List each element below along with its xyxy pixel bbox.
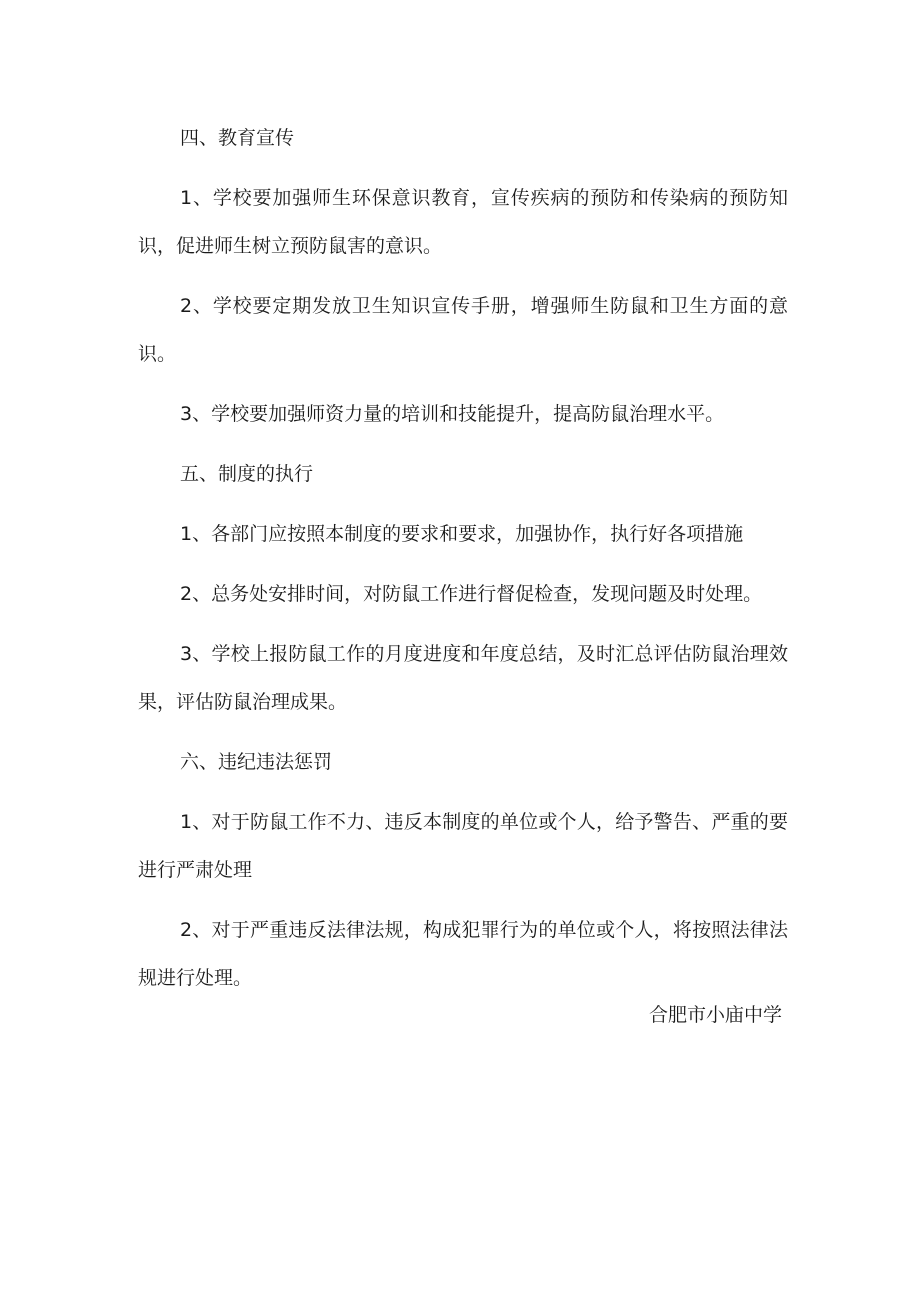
- section-item: 1、对于防鼠工作不力、违反本制度的单位或个人，给予警告、严重的要进行严肃处理: [138, 811, 788, 881]
- section-item: 2、对于严重违反法律法规，构成犯罪行为的单位或个人，将按照法律法规进行处理。: [138, 919, 788, 989]
- section-heading: 六、违纪违法惩罚: [180, 751, 333, 773]
- section-item: 3、学校上报防鼠工作的月度进度和年度总结，及时汇总评估防鼠治理效果，评估防鼠治理成果。: [138, 643, 788, 713]
- section-item: 3、学校要加强师资力量的培训和技能提升，提高防鼠治理水平。: [180, 403, 725, 425]
- section-item: 2、学校要定期发放卫生知识宣传手册，增强师生防鼠和卫生方面的意识。: [138, 295, 788, 365]
- document-body: [138, 114, 788, 1014]
- signature: 合肥市小庙中学: [648, 1004, 782, 1026]
- section-item: 1、学校要加强师生环保意识教育，宣传疾病的预防和传染病的预防知识，促进师生树立预防鼠害的意识。: [138, 187, 788, 257]
- section-item: 1、各部门应按照本制度的要求和要求，加强协作，执行好各项措施: [180, 523, 744, 545]
- section-heading: 五、制度的执行: [180, 463, 314, 485]
- section-item: 2、总务处安排时间，对防鼠工作进行督促检查，发现问题及时处理。: [180, 583, 763, 605]
- section-heading: 四、教育宣传: [180, 127, 295, 149]
